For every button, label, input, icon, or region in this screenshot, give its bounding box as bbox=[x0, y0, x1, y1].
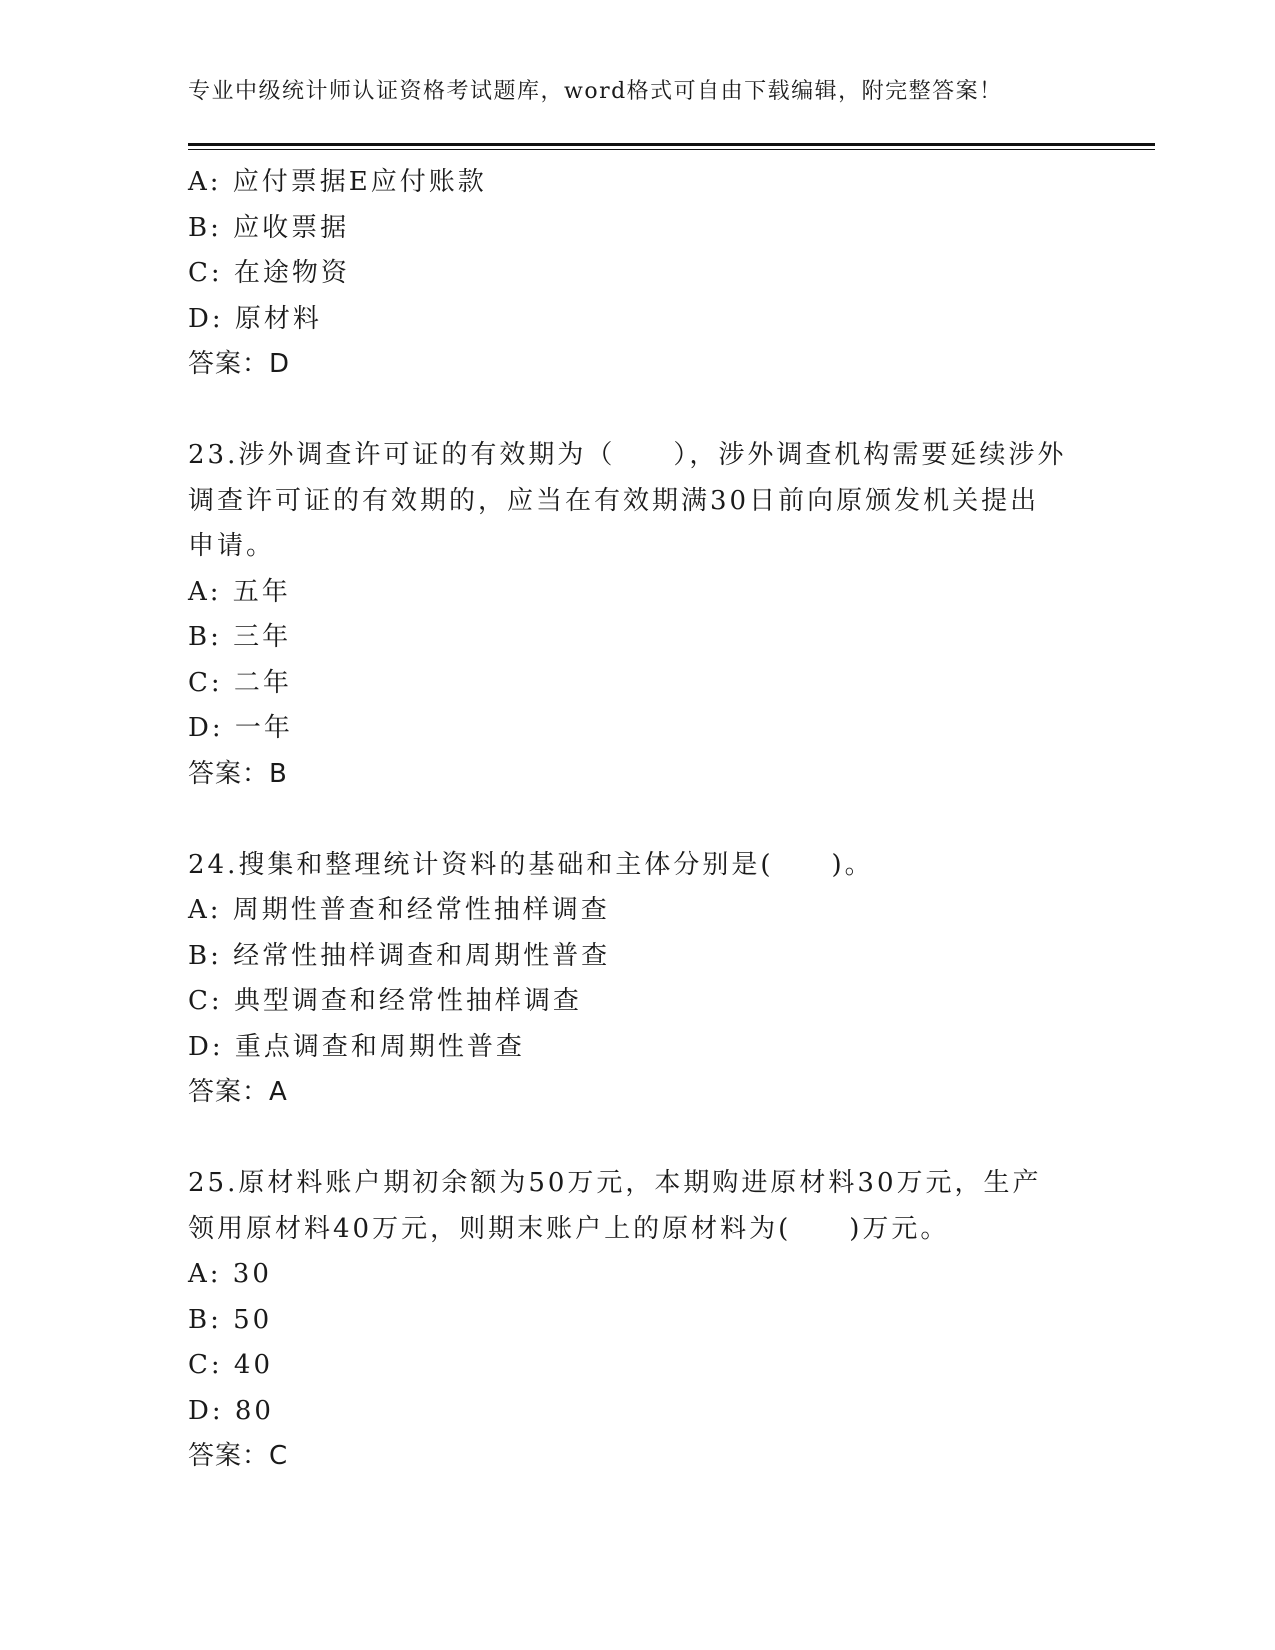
spacer bbox=[188, 797, 1068, 843]
option-b: B: 应收票据 bbox=[188, 212, 350, 243]
option-b: B: 经常性抽样调查和周期性普查 bbox=[188, 940, 611, 971]
question-22-block bbox=[188, 160, 1068, 388]
spacer bbox=[188, 1116, 1068, 1162]
header-rule-thick bbox=[188, 143, 1155, 146]
question-23-block bbox=[188, 433, 1068, 797]
question-text: 25.原材料账户期初余额为50万元，本期购进原材料30万元，生产领用原材料40万元，则期末账户上的原材料为( )万元。 bbox=[188, 1168, 1042, 1244]
question-text: 24.搜集和整理统计资料的基础和主体分别是( )。 bbox=[188, 849, 874, 880]
question-list bbox=[188, 160, 1068, 1480]
option-a: A: 周期性普查和经常性抽样调查 bbox=[188, 895, 610, 925]
option-a: A: 五年 bbox=[188, 576, 291, 607]
question-text: 23.涉外调查许可证的有效期为（ ），涉外调查机构需要延续涉外调查许可证的有效期的，应当在有效期满30日前向原颁发机关提出申请。 bbox=[188, 440, 1067, 561]
option-a: A: 应付票据E应付账款 bbox=[188, 167, 487, 197]
answer-line: 答案：D bbox=[188, 349, 291, 379]
question-24-block bbox=[188, 843, 1068, 1116]
option-c: C: 典型调查和经常性抽样调查 bbox=[188, 986, 582, 1016]
page-header: 专业中级统计师认证资格考试题库，word格式可自由下载编辑，附完整答案！ bbox=[188, 79, 1003, 104]
answer-line: 答案：C bbox=[188, 1441, 289, 1471]
option-d: D: 一年 bbox=[188, 713, 293, 743]
option-d: D: 原材料 bbox=[188, 303, 322, 334]
option-b: B: 50 bbox=[188, 1304, 273, 1335]
question-25-block bbox=[188, 1161, 1068, 1480]
option-c: C: 二年 bbox=[188, 667, 292, 698]
option-b: B: 三年 bbox=[188, 622, 292, 652]
option-a: A: 30 bbox=[188, 1259, 272, 1289]
option-d: D: 80 bbox=[188, 1395, 274, 1426]
answer-line: 答案：A bbox=[188, 1077, 288, 1107]
header-rule-thin bbox=[188, 149, 1155, 150]
option-c: C: 在途物资 bbox=[188, 258, 350, 288]
option-c: C: 40 bbox=[188, 1350, 274, 1380]
option-d: D: 重点调查和周期性普查 bbox=[188, 1031, 525, 1062]
spacer bbox=[188, 388, 1068, 434]
answer-line: 答案：B bbox=[188, 758, 288, 789]
